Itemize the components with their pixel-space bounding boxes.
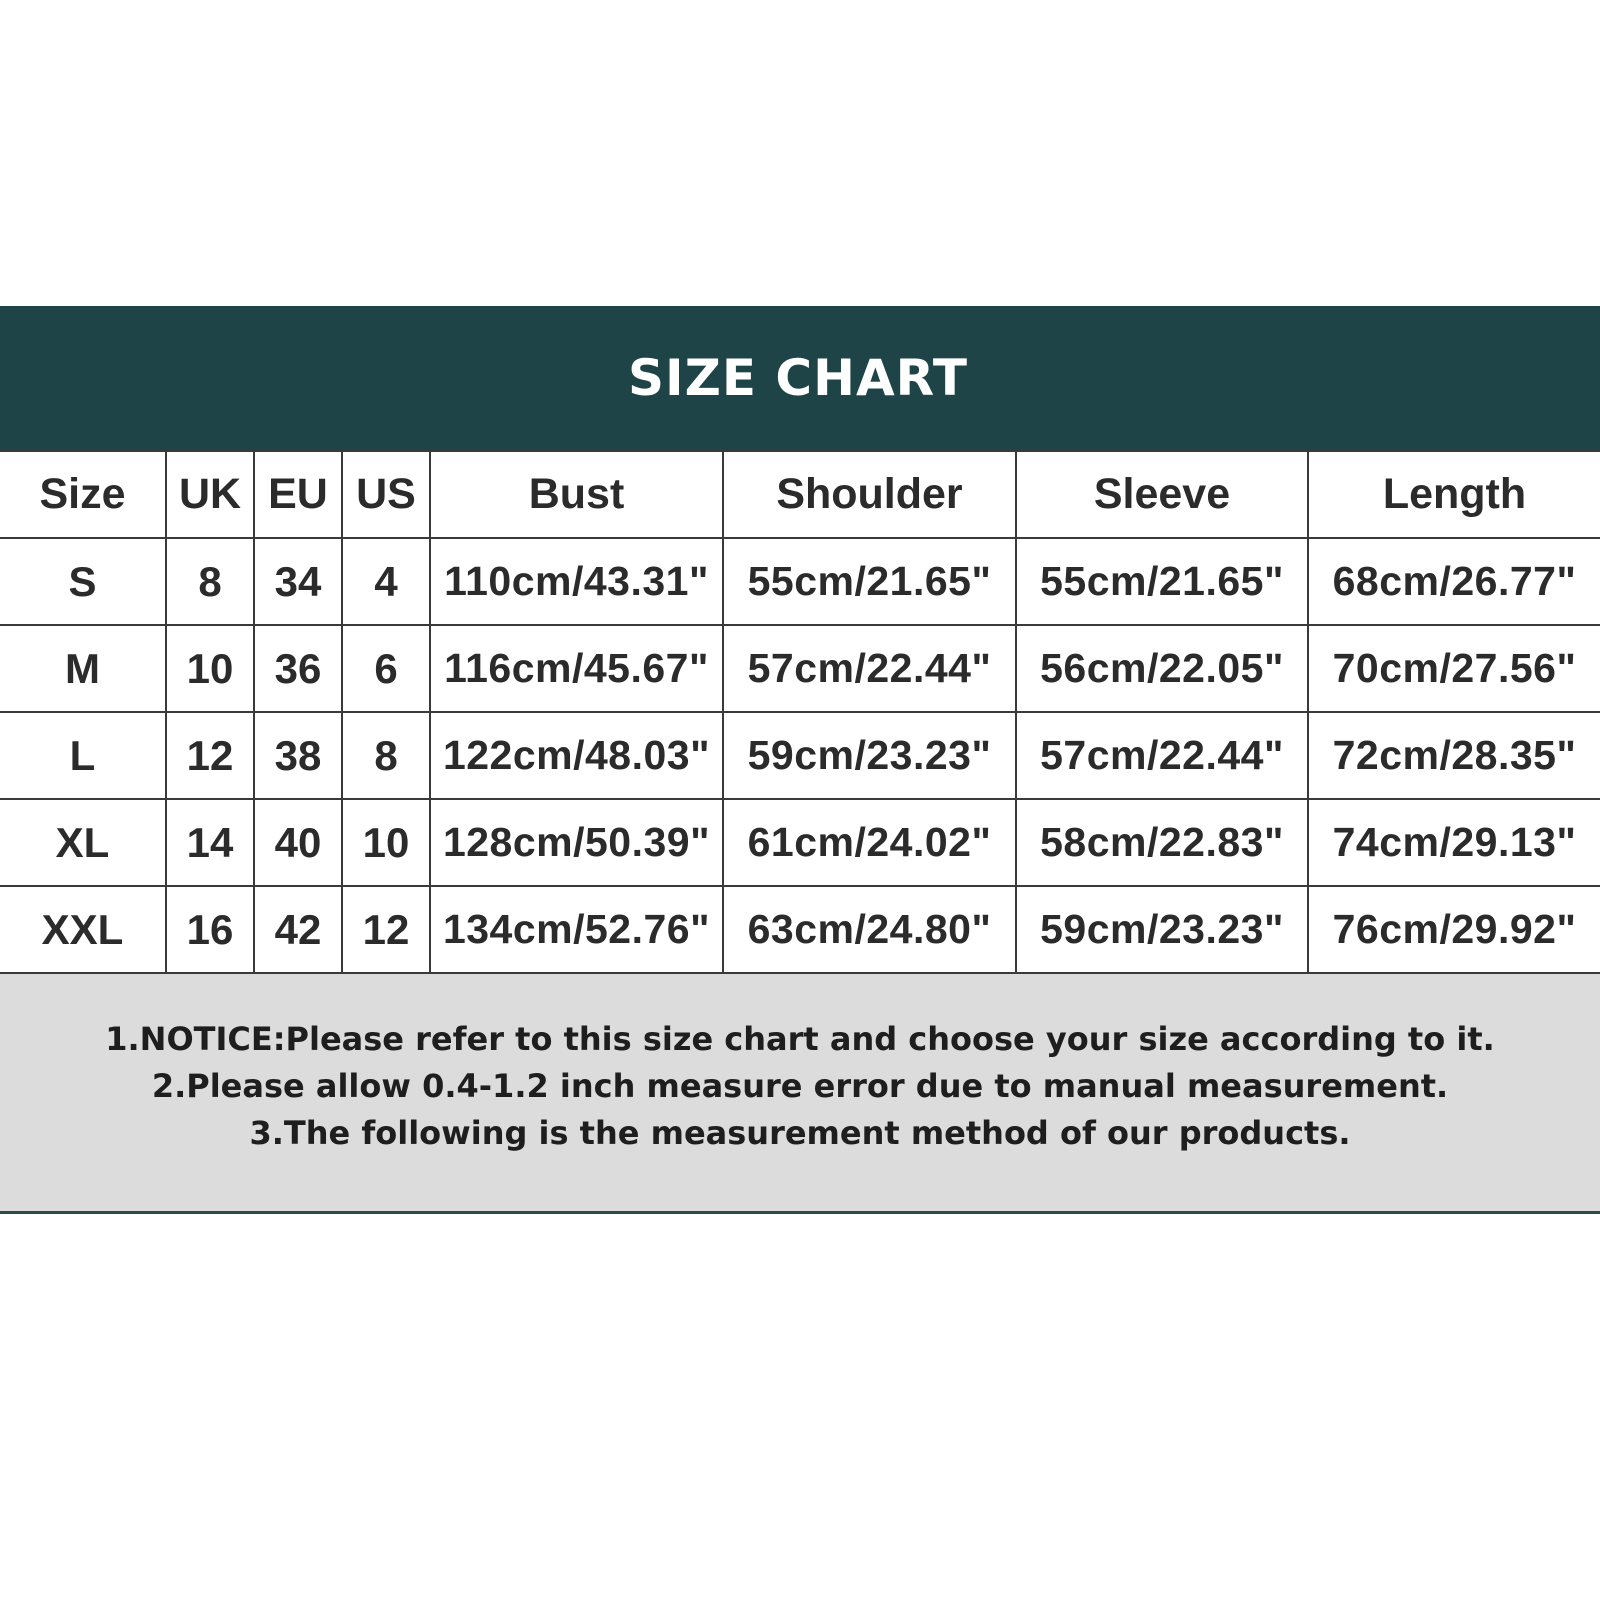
cell-eu: 42 <box>254 886 342 973</box>
notes-panel <box>0 974 1600 1214</box>
cell-length: 74cm/29.13" <box>1308 799 1600 886</box>
cell-shoulder: 59cm/23.23" <box>723 712 1016 799</box>
table-row <box>0 538 1600 625</box>
cell-length: 70cm/27.56" <box>1308 625 1600 712</box>
cell-bust: 110cm/43.31" <box>430 538 723 625</box>
cell-sleeve: 55cm/21.65" <box>1016 538 1308 625</box>
cell-uk: 14 <box>166 799 254 886</box>
cell-size: XXL <box>0 886 166 973</box>
cell-eu: 38 <box>254 712 342 799</box>
cell-shoulder: 57cm/22.44" <box>723 625 1016 712</box>
cell-shoulder: 61cm/24.02" <box>723 799 1016 886</box>
header-eu: EU <box>254 451 342 538</box>
cell-uk: 16 <box>166 886 254 973</box>
cell-size: L <box>0 712 166 799</box>
header-shoulder: Shoulder <box>723 451 1016 538</box>
cell-us: 12 <box>342 886 430 973</box>
cell-eu: 34 <box>254 538 342 625</box>
table-row <box>0 712 1600 799</box>
cell-us: 6 <box>342 625 430 712</box>
cell-uk: 8 <box>166 538 254 625</box>
cell-uk: 12 <box>166 712 254 799</box>
cell-size: M <box>0 625 166 712</box>
cell-size: XL <box>0 799 166 886</box>
header-length: Length <box>1308 451 1600 538</box>
table-row <box>0 799 1600 886</box>
header-sleeve: Sleeve <box>1016 451 1308 538</box>
size-chart <box>0 306 1600 1214</box>
cell-sleeve: 58cm/22.83" <box>1016 799 1308 886</box>
cell-sleeve: 57cm/22.44" <box>1016 712 1308 799</box>
cell-us: 4 <box>342 538 430 625</box>
cell-bust: 116cm/45.67" <box>430 625 723 712</box>
cell-us: 8 <box>342 712 430 799</box>
cell-shoulder: 55cm/21.65" <box>723 538 1016 625</box>
table-row <box>0 886 1600 973</box>
cell-eu: 36 <box>254 625 342 712</box>
note-3: 3.The following is the measurement method of our products. <box>249 1114 1351 1152</box>
cell-uk: 10 <box>166 625 254 712</box>
title-banner <box>0 306 1600 450</box>
cell-bust: 128cm/50.39" <box>430 799 723 886</box>
size-table <box>0 450 1600 974</box>
header-size: Size <box>0 451 166 538</box>
cell-size: S <box>0 538 166 625</box>
header-row <box>0 451 1600 538</box>
cell-sleeve: 59cm/23.23" <box>1016 886 1308 973</box>
cell-length: 76cm/29.92" <box>1308 886 1600 973</box>
cell-bust: 134cm/52.76" <box>430 886 723 973</box>
header-bust: Bust <box>430 451 723 538</box>
note-2: 2.Please allow 0.4-1.2 inch measure error due to manual measurement. <box>151 1067 1449 1105</box>
note-1: 1.NOTICE:Please refer to this size chart and choose your size according to it. <box>105 1020 1495 1058</box>
cell-sleeve: 56cm/22.05" <box>1016 625 1308 712</box>
cell-bust: 122cm/48.03" <box>430 712 723 799</box>
cell-us: 10 <box>342 799 430 886</box>
header-us: US <box>342 451 430 538</box>
header-uk: UK <box>166 451 254 538</box>
page-title: SIZE CHART <box>627 349 969 407</box>
cell-length: 68cm/26.77" <box>1308 538 1600 625</box>
cell-eu: 40 <box>254 799 342 886</box>
table-row <box>0 625 1600 712</box>
cell-length: 72cm/28.35" <box>1308 712 1600 799</box>
cell-shoulder: 63cm/24.80" <box>723 886 1016 973</box>
